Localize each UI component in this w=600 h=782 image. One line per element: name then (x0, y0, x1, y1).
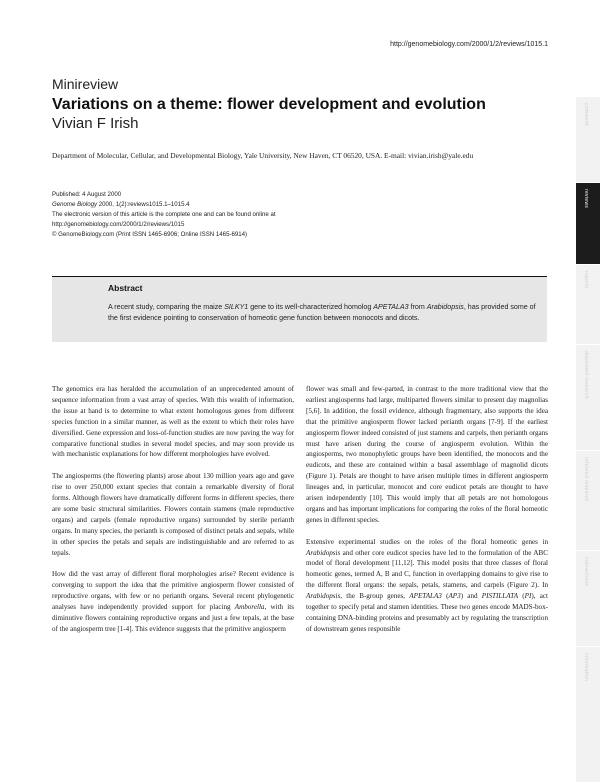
tab-reviews[interactable]: reviews (576, 182, 600, 265)
article-author: Vivian F Irish (52, 115, 139, 132)
tab-refereed-research[interactable]: refereed research (576, 450, 600, 551)
body-column-right (306, 384, 548, 646)
published-date: Published: 4 August 2000 (52, 191, 122, 198)
tab-interactions[interactable]: interactions (576, 550, 600, 647)
tab-deposited-research[interactable]: deposited research (576, 344, 600, 451)
abstract-heading: Abstract (108, 283, 143, 293)
citation (52, 200, 372, 210)
paragraph: The genomics era has heralded the accumulation of an unprecedented amount of sequence information from a vast array of species. With this wealth of information, the issue at hand is to determine to what extent homologous genes from different species function in a similar manner, as well as the extent to which their roles have diversified. Gene expression and loss-of-function studies are now paving the way for comparative functional studies in several model species, and may soon provide us with mechanistic explanations for how different morphologies have evolved. (52, 385, 294, 459)
paragraph: flower was small and few-parted, in contrast to the more traditional view that the earliest angiosperms had large, multiparted flowers similar to present day magnolias [5,6]. In addition, the fossil evidence, although fragmentary, also supports the idea that the primitive angiosperm flower lacked perianth organs [7-9]. If the earliest angiosperm flower indeed consisted of just stamens and carpels, then perianth organs must have arisen during the course of angiosperm evolution. Within the angiosperms, two monophyletic groups have been identified, the monocots and the eudicots, and these are contained within a basal assemblage of magnolid dicots (Figure 1). Petals are thought to have arisen multiple times in different angiosperm lineages and, in particular, monocot and core eudicot petals are thought to have arisen independently [10]. This would imply that all petals are not homologous organs and has important implications for comparing the roles of the floral homeotic genes in different species. (306, 385, 548, 524)
author-affiliation: Department of Molecular, Cellular, and Developmental Biology, Yale University, New Haven, CT 06520, USA. E-mail: vivian.irish@yale.edu (52, 151, 474, 160)
article-url[interactable]: http://genomebiology.com/2000/1/2/reviews/1015.1 (390, 41, 548, 48)
tab-information[interactable]: information (576, 646, 600, 782)
article-type: Minireview (52, 76, 119, 92)
article-title: Variations on a theme: flower development and evolution (52, 96, 486, 113)
paragraph: Extensive experimental studies on the roles of the floral homeotic genes in Arabidopsis and other core eudicot species have led to the formulation of the ABC model of floral development [11,12]. This model posits that three classes of floral homeotic genes, termed A, B and C, function in overlapping domains to give rise to the different floral organs: the sepals, petals, stamens, and carpels (Figure 2). In Arabidopsis, the B-group genes, APETALA3 (AP3) and PISTILLATA (PI), act together to specify petal and stamen identities. These two genes encode MADS-box-containing DNA-binding proteins and presumably act by regulating the transcription of downstream genes responsible (306, 537, 549, 633)
tab-reports[interactable]: reports (576, 264, 600, 345)
electronic-version-note: The electronic version of this article is the complete one and can be found online at http://genomebiology.com/2000/1/2/reviews/1015 (52, 211, 276, 228)
abstract-text: A recent study, comparing the maize SILKY1 gene to its well-characterized homolog APETALA3 from Arabidopsis, has provided some of the first evidence pointing to conservation of homeotic gene function between monocots and dicots. (108, 303, 536, 322)
body-column-left (52, 384, 294, 646)
section-tabs (576, 96, 600, 781)
abstract-rule (52, 276, 547, 277)
publication-info (52, 190, 372, 240)
copyright: © GenomeBiology.com (Print ISSN 1465-6906; Online ISSN 1465-6914) (52, 231, 248, 238)
tab-comment[interactable]: comment (576, 96, 600, 183)
citation-journal: Genome Biology (52, 201, 98, 208)
paragraph: The angiosperms (the flowering plants) arose about 130 million years ago and gave rise to over 250,000 extant species that contain a remarkable diversity of floral forms. Although flowers have dramatically different forms in different species, there are some basic structural similarities. Flowers contain stamens (male reproductive organs) and carpels (female reproductive organs) surrounded by sterile perianth organs. In many species, the perianth is composed of distinct petals and sepals, while in other species the petals and sepals are indistinguishable and are referred to as tepals. (52, 472, 294, 557)
citation-details: 2000, 1(2):reviews1015.1–1015.4 (97, 201, 190, 208)
paragraph: How did the vast array of different floral morphologies arise? Recent evidence is converging to support the idea that the primitive angiosperm flower consisted of reproductive organs, with few or no perianth organs. Several recent phylogenetic analyses have independently provided support for placing Amborella, with its diminutive flowers containing reproductive organs and just a few tepals, at the base of the angiosperm tree [1-4]. This evidence suggests that the primitive angiosperm (52, 570, 295, 633)
